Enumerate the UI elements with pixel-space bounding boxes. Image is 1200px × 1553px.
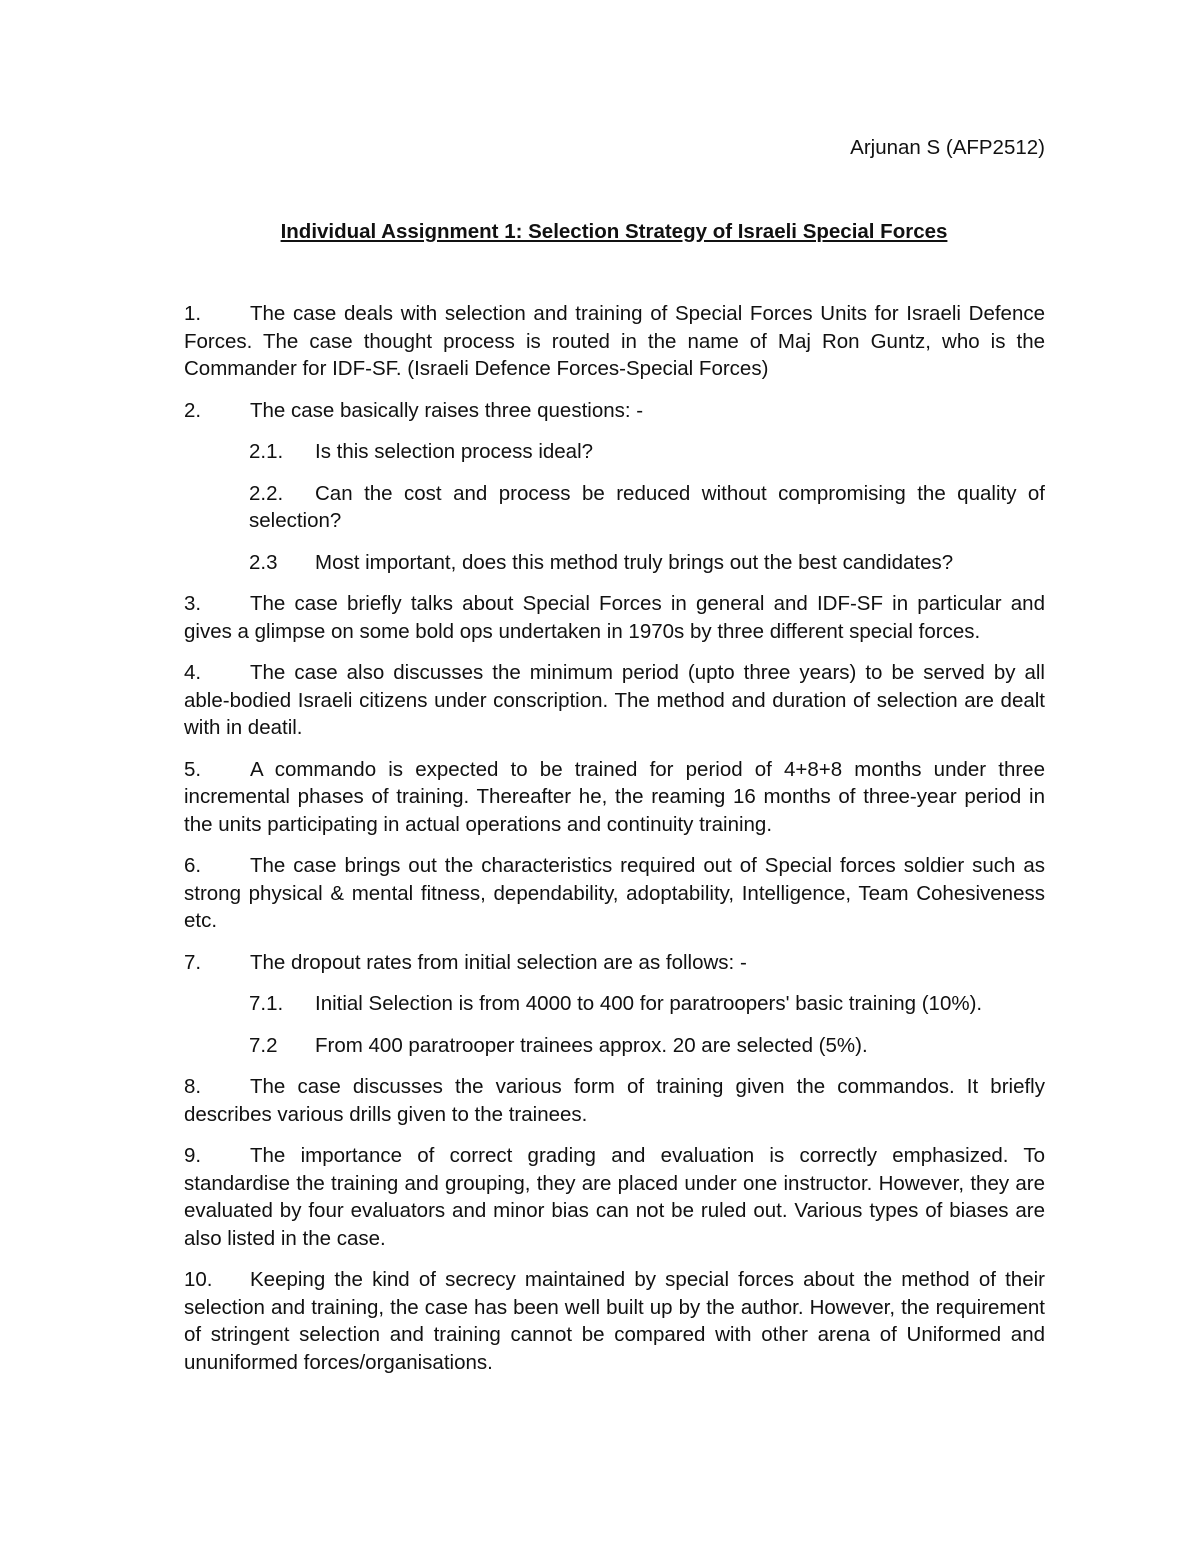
item-text: Keeping the kind of secrecy maintained by special forces about the method of their selection and training, the case has been well built up by the author. However, the requirement of stringent selection and training cannot be compared with other arena of Uniformed and ununiformed forces/organisations. [184, 1268, 1045, 1374]
item-number: 9. [184, 1144, 202, 1167]
item-number: 6. [184, 854, 202, 877]
item-number: 3. [184, 592, 202, 615]
list-item [184, 659, 1045, 742]
item-number: 7.2 [249, 1033, 278, 1057]
list-item [184, 852, 1045, 935]
item-text: Can the cost and process be reduced without compromising the quality of selection? [249, 481, 1045, 532]
item-number: 2.1. [249, 440, 284, 463]
list-item [184, 1266, 1045, 1376]
item-text: Is this selection process ideal? [315, 440, 594, 463]
list-item [184, 949, 1045, 977]
item-text: A commando is expected to be trained for period of 4+8+8 months under three incremental phases of training. Thereafter he, the reaming 16 months of three-year period in the units participating in actual operations and continuity training. [184, 757, 1045, 836]
item-number: 5. [184, 757, 202, 781]
document-body [184, 300, 1045, 1390]
item-number: 7.1. [249, 992, 284, 1015]
item-number: 2. [184, 398, 202, 422]
item-text: The case brings out the characteristics required out of Special forces soldier such as strong physical & mental fitness, dependability, adoptability, Intelligence, Team Cohesiveness etc. [184, 854, 1045, 932]
item-number: 10. [184, 1268, 213, 1291]
item-number: 4. [184, 661, 202, 684]
item-text: Most important, does this method truly brings out the best candidates? [315, 550, 954, 574]
item-text: The case discusses the various form of training given the commandos. It briefly describes various drills given to the trainees. [184, 1075, 1045, 1126]
sub-list-item [249, 480, 1045, 535]
item-number: 2.3 [249, 550, 278, 574]
list-item [184, 397, 1045, 425]
item-number: 1. [184, 302, 202, 325]
item-number: 8. [184, 1075, 202, 1098]
sub-list-item [249, 549, 1045, 577]
item-text: The dropout rates from initial selection are as follows: - [250, 950, 747, 974]
sub-list-item [249, 438, 1045, 466]
item-text: From 400 paratrooper trainees approx. 20 are selected (5%). [315, 1033, 868, 1057]
item-text: The case briefly talks about Special Forces in general and IDF-SF in particular and gives a glimpse on some bold ops undertaken in 1970s by three different special forces. [184, 592, 1045, 643]
list-item [184, 1073, 1045, 1128]
sub-list-item [249, 1032, 1045, 1060]
list-item [184, 1142, 1045, 1252]
list-item [184, 300, 1045, 383]
document-title: Individual Assignment 1: Selection Strategy of Israeli Special Forces [280, 220, 948, 243]
list-item [184, 756, 1045, 839]
list-item [184, 590, 1045, 645]
sub-list-item [249, 990, 1045, 1018]
item-text: The case basically raises three questions: - [250, 398, 644, 422]
item-number: 2.2. [249, 481, 284, 505]
author-line: Arjunan S (AFP2512) [850, 136, 1045, 159]
item-text: Initial Selection is from 4000 to 400 for paratroopers' basic training (10%). [315, 992, 983, 1015]
item-text: The case deals with selection and training of Special Forces Units for Israeli Defence Forces. The case thought process is routed in the name of Maj Ron Guntz, who is the Commander for IDF-SF. (Israeli Defence Forces-Special Forces) [184, 302, 1045, 380]
item-text: The case also discusses the minimum period (upto three years) to be served by all able-bodied Israeli citizens under conscription. The method and duration of selection are dealt with in deatil. [184, 661, 1045, 739]
item-number: 7. [184, 950, 202, 974]
item-text: The importance of correct grading and evaluation is correctly emphasized. To standardise the training and grouping, they are placed under one instructor. However, they are evaluated by four evaluators and minor bias can not be ruled out. Various types of biases are also listed in the case. [184, 1144, 1045, 1250]
